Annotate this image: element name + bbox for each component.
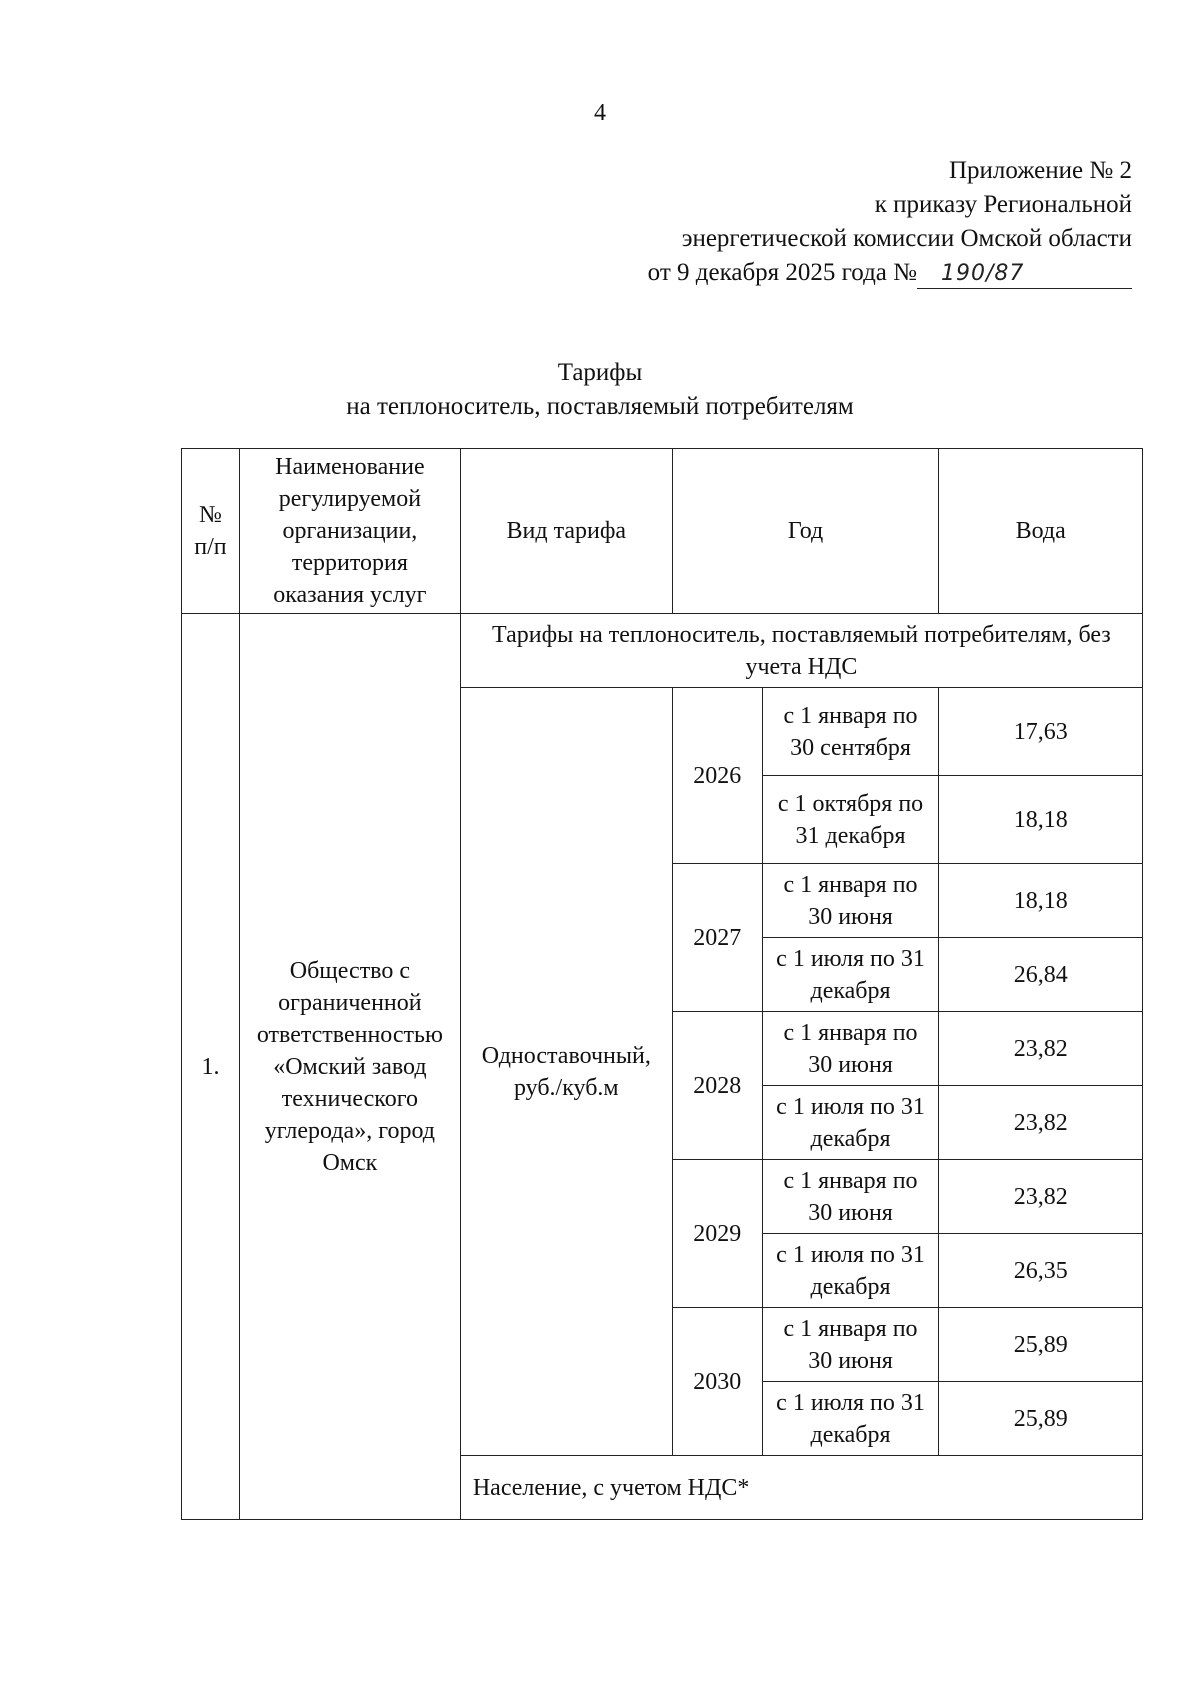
row-number: 1.: [182, 614, 240, 1520]
water-value: 25,89: [939, 1308, 1143, 1382]
appendix-line-4: [532, 256, 1132, 290]
period-cell: с 1 июля по 31 декабря: [762, 1234, 939, 1308]
document-title: [0, 356, 1200, 424]
page-number: 4: [594, 100, 606, 126]
water-value: 23,82: [939, 1086, 1143, 1160]
period-cell: с 1 января по 30 июня: [762, 1308, 939, 1382]
header-water: Вода: [939, 449, 1143, 614]
water-value: 18,18: [939, 864, 1143, 938]
period-cell: с 1 июля по 31 декабря: [762, 938, 939, 1012]
header-year: Год: [672, 449, 939, 614]
water-value: 18,18: [939, 776, 1143, 864]
section-no-vat: Тарифы на теплоноситель, поставляемый потребителям, без учета НДС: [460, 614, 1142, 688]
handwritten-order-number: 190/87: [917, 260, 1132, 289]
water-value: 26,35: [939, 1234, 1143, 1308]
period-cell: с 1 октября по 31 декабря: [762, 776, 939, 864]
water-value: 23,82: [939, 1012, 1143, 1086]
period-cell: с 1 января по 30 июня: [762, 1160, 939, 1234]
water-value: 26,84: [939, 938, 1143, 1012]
water-value: 17,63: [939, 688, 1143, 776]
header-tariff-kind: Вид тарифа: [460, 449, 672, 614]
water-value: 23,82: [939, 1160, 1143, 1234]
year-cell: 2028: [672, 1012, 762, 1160]
year-cell: 2029: [672, 1160, 762, 1308]
title-line-2: на теплоноситель, поставляемый потребителям: [346, 393, 854, 420]
title-line-1: Тарифы: [557, 359, 643, 386]
organization-name: Общество с ограниченной ответственностью «Омский завод технического углерода», город Омск: [239, 614, 460, 1520]
section-population: Население, с учетом НДС*: [460, 1456, 1142, 1520]
water-value: 25,89: [939, 1382, 1143, 1456]
period-cell: с 1 января по 30 июня: [762, 864, 939, 938]
order-date-prefix: от 9 декабря 2025 года №: [647, 259, 917, 286]
period-cell: с 1 июля по 31 декабря: [762, 1086, 939, 1160]
period-cell: с 1 июля по 31 декабря: [762, 1382, 939, 1456]
header-organization: Наименование регулируемой организации, территория оказания услуг: [239, 449, 460, 614]
tariff-kind: Одноставочный, руб./куб.м: [460, 688, 672, 1456]
header-num: № п/п: [182, 449, 240, 614]
period-cell: с 1 января по 30 июня: [762, 1012, 939, 1086]
tariffs-table: [181, 448, 1143, 1520]
year-cell: 2027: [672, 864, 762, 1012]
year-cell: 2026: [672, 688, 762, 864]
appendix-block: [532, 154, 1132, 290]
year-cell: 2030: [672, 1308, 762, 1456]
table-header-row: [182, 449, 1143, 614]
table-row: [182, 614, 1143, 688]
appendix-line-1: Приложение № 2: [948, 157, 1132, 184]
period-cell: с 1 января по 30 сентября: [762, 688, 939, 776]
appendix-line-3: энергетической комиссии Омской области: [681, 225, 1132, 252]
appendix-line-2: к приказу Региональной: [874, 191, 1132, 218]
